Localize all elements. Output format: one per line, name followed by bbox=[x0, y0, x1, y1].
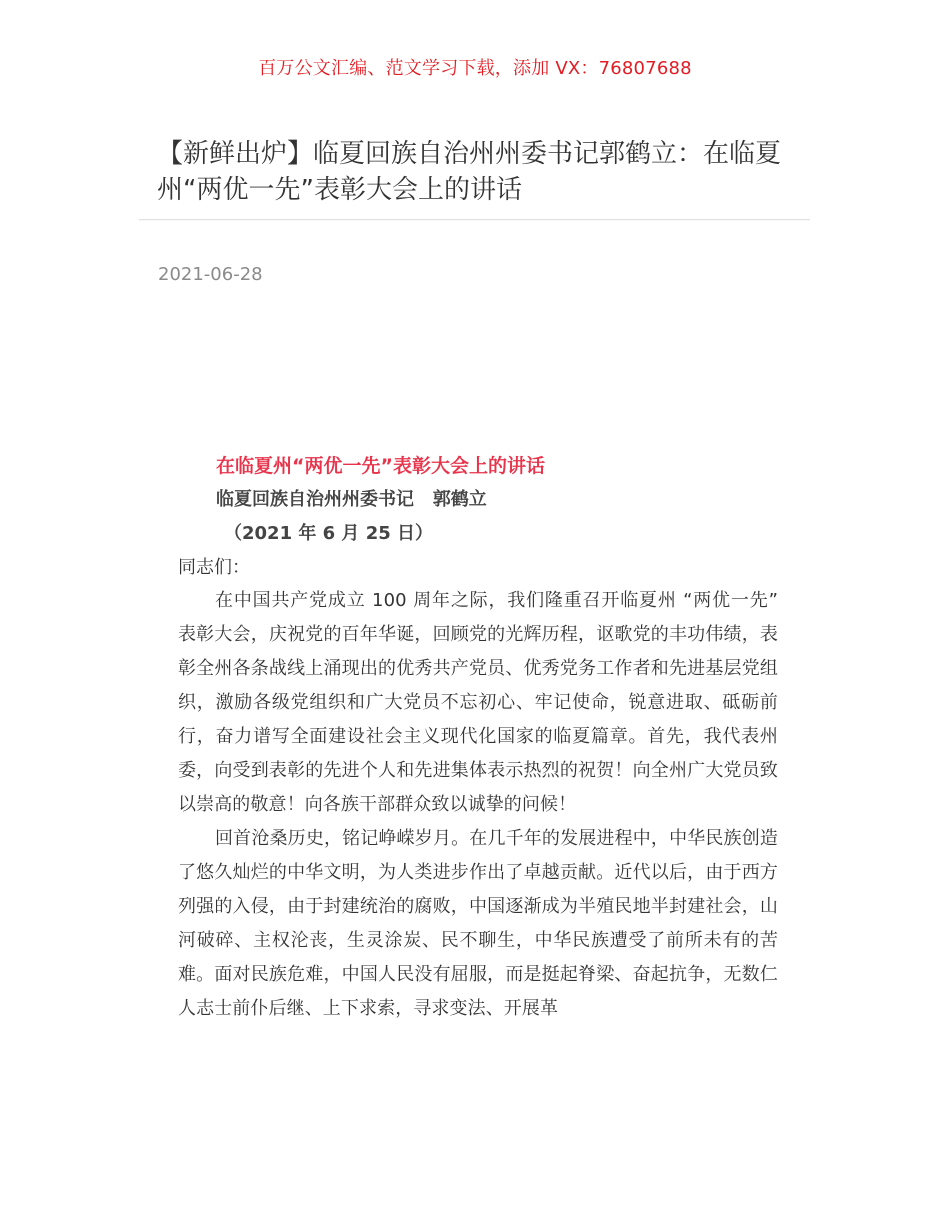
article-body bbox=[178, 450, 778, 1026]
speech-author: 临夏回族自治州州委书记 郭鹤立 bbox=[216, 489, 487, 510]
speech-date: （2021 年 6 月 25 日） bbox=[224, 523, 434, 544]
speech-title: 在临夏州“两优一先”表彰大会上的讲话 bbox=[216, 455, 545, 477]
paragraph: 在中国共产党成立 100 周年之际，我们隆重召开临夏州 “两优一先” 表彰大会，庆祝党的百年华诞，回顾党的光辉历程，讴歌党的丰功伟绩，表彰全州各条战线上涌现出的优秀共产党员、优秀党务工作者和先进基层党组织，激励各级党组织和广大党员不忘初心、牢记使命，锐意进取、砥砺前行，奋力谱写全面建设社会主义现代化国家的临夏篇章。首先，我代表州委，向受到表彰的先进个人和先进集体表示热烈的祝贺！向全州广大党员致以崇高的敬意！向各族干部群众致以诚挚的问候！ bbox=[178, 590, 778, 815]
publish-date: 2021-06-28 bbox=[158, 264, 263, 285]
promo-banner: 百万公文汇编、范文学习下载，添加 VX：76807688 bbox=[258, 58, 692, 79]
paragraph: 回首沧桑历史，铭记峥嵘岁月。在几千年的发展进程中，中华民族创造了悠久灿烂的中华文明，为人类进步作出了卓越贡献。近代以后，由于西方列强的入侵，由于封建统治的腐败，中国逐渐成为半殖民地半封建社会，山河破碎、主权沦丧，生灵涂炭、民不聊生，中华民族遭受了前所未有的苦难。面对民族危难，中国人民没有屈服，而是挺起脊梁、奋起抗争，无数仁人志士前仆后继、上下求索，寻求变法、开展革 bbox=[178, 828, 778, 1019]
salutation: 同志们： bbox=[178, 557, 250, 578]
title-divider bbox=[139, 219, 810, 220]
article-title: 【新鲜出炉】临夏回族自治州州委书记郭鹤立：在临夏州“两优一先”表彰大会上的讲话 bbox=[157, 139, 782, 205]
